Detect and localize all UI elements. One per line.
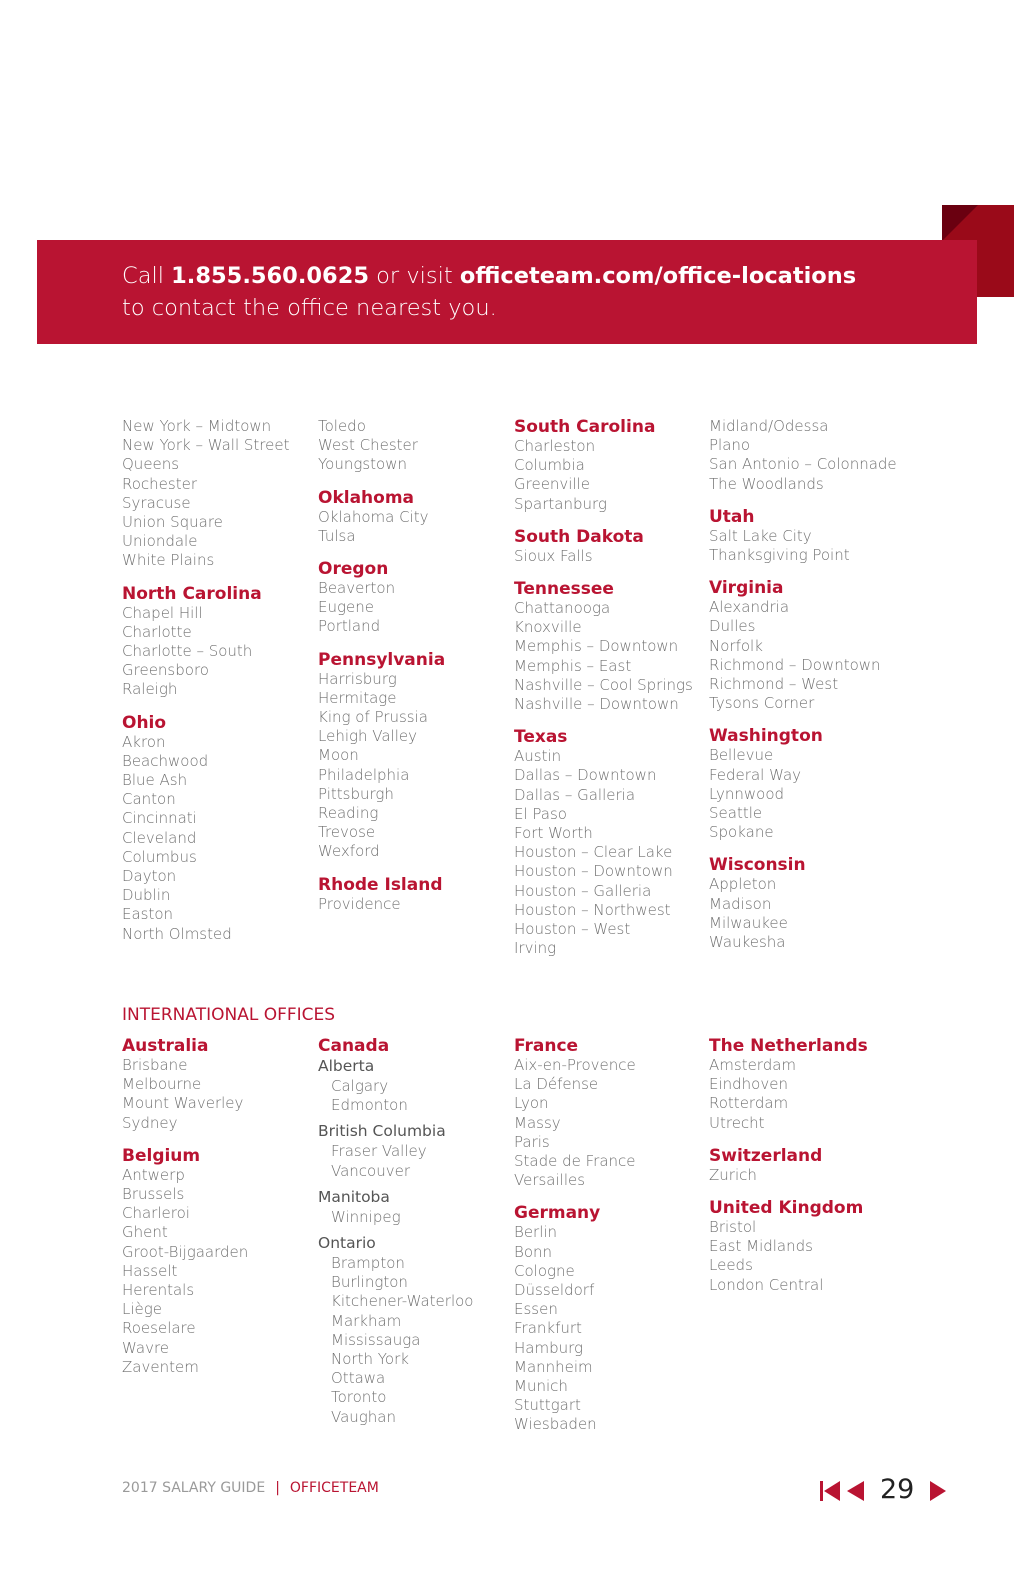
office-city: Trevose xyxy=(318,823,376,842)
region-heading: The Netherlands xyxy=(709,1036,868,1056)
office-city: Bellevue xyxy=(709,746,774,765)
province-heading: Manitoba xyxy=(318,1187,390,1206)
office-city: Dublin xyxy=(122,886,171,905)
office-city: Salt Lake City xyxy=(709,526,812,545)
office-city: Antwerp xyxy=(122,1165,185,1184)
banner-text xyxy=(122,260,856,324)
office-city: Youngstown xyxy=(318,455,408,474)
office-city: Waukesha xyxy=(709,933,786,952)
office-city: Dallas – Galleria xyxy=(514,785,636,804)
office-city: Rochester xyxy=(122,474,197,493)
footer-separator: | xyxy=(275,1480,280,1496)
region-heading: France xyxy=(514,1036,579,1056)
office-city: Greensboro xyxy=(122,661,209,680)
office-city: Amsterdam xyxy=(709,1056,797,1074)
office-city: Easton xyxy=(122,905,174,924)
us-locations-column-3 xyxy=(514,417,709,958)
office-city: New York – Midtown xyxy=(122,417,272,435)
office-city: Charlotte – South xyxy=(122,642,253,661)
region-heading: Belgium xyxy=(122,1145,201,1166)
office-city: Lehigh Valley xyxy=(318,727,418,746)
office-city: Memphis – Downtown xyxy=(514,637,679,656)
office-city: Knoxville xyxy=(514,618,582,637)
office-city: Chattanooga xyxy=(514,599,611,618)
region-heading: Utah xyxy=(709,506,755,527)
office-city: Moon xyxy=(318,746,359,765)
office-city: Irving xyxy=(514,939,557,958)
office-city: Massy xyxy=(514,1113,561,1132)
intl-locations-column-3 xyxy=(514,1036,709,1435)
office-city: Plano xyxy=(709,436,751,455)
office-city: Düsseldorf xyxy=(514,1281,595,1300)
international-offices-heading: INTERNATIONAL OFFICES xyxy=(122,1005,336,1025)
office-city: San Antonio – Colonnade xyxy=(709,455,897,474)
office-city: Harrisburg xyxy=(318,669,397,688)
office-city: Rotterdam xyxy=(709,1094,789,1113)
us-locations-column-1 xyxy=(122,417,317,944)
office-city: Houston – Clear Lake xyxy=(514,843,673,862)
intl-locations-column-1 xyxy=(122,1036,317,1377)
intl-locations-column-2 xyxy=(318,1036,513,1427)
office-city: La Défense xyxy=(514,1075,599,1094)
office-city: Brussels xyxy=(122,1185,185,1204)
office-city: Sioux Falls xyxy=(514,546,593,565)
office-city: Dallas – Downtown xyxy=(514,766,657,785)
office-city: Wiesbaden xyxy=(514,1415,597,1434)
office-city: Philadelphia xyxy=(318,765,410,784)
office-city: Aix-en-Provence xyxy=(514,1056,636,1074)
us-locations-column-2 xyxy=(318,417,513,914)
office-city: Zaventem xyxy=(122,1357,199,1376)
region-heading: Oregon xyxy=(318,559,389,580)
intl-locations-column-4 xyxy=(709,1036,904,1295)
banner-url-link[interactable]: officeteam.com/office-locations xyxy=(459,263,857,289)
office-city: Zurich xyxy=(709,1165,757,1184)
office-city: Kitchener-Waterloo xyxy=(331,1292,474,1311)
office-city: Bristol xyxy=(709,1218,757,1237)
office-city: Midland/Odessa xyxy=(709,417,829,435)
office-city: Charlotte xyxy=(122,622,192,641)
office-city: Utrecht xyxy=(709,1113,765,1132)
office-city: Versailles xyxy=(514,1171,586,1190)
office-city: Roeselare xyxy=(122,1319,196,1338)
office-city: Liège xyxy=(122,1300,162,1319)
province-heading: Ontario xyxy=(318,1234,376,1253)
office-city: Houston – Downtown xyxy=(514,862,673,881)
office-city: Akron xyxy=(122,732,166,751)
office-city: Austin xyxy=(514,747,562,766)
region-heading: South Carolina xyxy=(514,417,656,437)
office-city: Houston – Galleria xyxy=(514,881,652,900)
office-city: Brisbane xyxy=(122,1056,188,1074)
page-number: 29 xyxy=(880,1474,915,1505)
region-heading: Pennsylvania xyxy=(318,649,446,670)
office-city: Fraser Valley xyxy=(331,1142,427,1161)
office-city: Edmonton xyxy=(331,1096,408,1115)
region-heading: Germany xyxy=(514,1203,601,1224)
office-city: Vancouver xyxy=(331,1161,410,1180)
office-city: Ghent xyxy=(122,1223,168,1242)
banner-line2: to contact the office nearest you. xyxy=(122,295,497,321)
office-city: Eugene xyxy=(318,598,374,617)
region-heading: North Carolina xyxy=(122,583,262,604)
office-city: Herentals xyxy=(122,1281,195,1300)
office-city: Greenville xyxy=(514,475,591,494)
region-heading: Canada xyxy=(318,1036,390,1056)
office-city: Providence xyxy=(318,894,401,913)
office-city: Brampton xyxy=(331,1254,405,1273)
region-heading: Washington xyxy=(709,726,823,747)
footer-guide-title: 2017 SALARY GUIDE xyxy=(122,1480,266,1496)
office-city: White Plains xyxy=(122,551,215,570)
office-city: Queens xyxy=(122,455,180,474)
office-city: Columbia xyxy=(514,456,585,475)
office-city: Mannheim xyxy=(514,1357,593,1376)
office-city: Richmond – West xyxy=(709,675,839,694)
office-city: The Woodlands xyxy=(709,474,824,493)
office-city: Bonn xyxy=(514,1242,553,1261)
office-city: Houston – Northwest xyxy=(514,900,671,919)
office-city: North York xyxy=(331,1350,409,1369)
office-city: West Chester xyxy=(318,436,418,455)
office-city: Oklahoma City xyxy=(318,507,429,526)
office-city: Federal Way xyxy=(709,765,802,784)
office-city: Seattle xyxy=(709,804,763,823)
region-heading: Australia xyxy=(122,1036,209,1056)
region-heading: Wisconsin xyxy=(709,855,806,876)
region-heading: Ohio xyxy=(122,712,167,733)
office-city: Leeds xyxy=(709,1256,753,1275)
office-city: Cincinnati xyxy=(122,809,197,828)
office-city: Frankfurt xyxy=(514,1319,582,1338)
office-city: Union Square xyxy=(122,513,223,532)
office-city: Charleston xyxy=(514,437,596,455)
previous-page-icon[interactable] xyxy=(847,1481,864,1501)
region-heading: South Dakota xyxy=(514,526,644,547)
office-city: East Midlands xyxy=(709,1237,813,1256)
office-city: Dayton xyxy=(122,867,177,886)
office-city: Lyon xyxy=(514,1094,549,1113)
office-city: Madison xyxy=(709,894,772,913)
office-city: Groot-Bijgaarden xyxy=(122,1242,249,1261)
office-city: Alexandria xyxy=(709,598,790,617)
office-city: Essen xyxy=(514,1300,558,1319)
office-city: Chapel Hill xyxy=(122,603,203,622)
office-city: North Olmsted xyxy=(122,924,232,943)
region-heading: Texas xyxy=(514,727,568,748)
office-city: Syracuse xyxy=(122,493,191,512)
office-city: Fort Worth xyxy=(514,824,593,843)
contact-banner xyxy=(37,240,977,344)
office-city: Winnipeg xyxy=(331,1207,401,1226)
page-nav-back xyxy=(818,1476,866,1506)
office-city: Milwaukee xyxy=(709,913,788,932)
office-city: Houston – West xyxy=(514,920,631,939)
office-city: New York – Wall Street xyxy=(122,436,290,455)
office-city: Stade de France xyxy=(514,1152,636,1171)
office-city: Raleigh xyxy=(122,680,178,699)
office-city: Toledo xyxy=(318,417,366,435)
office-city: Canton xyxy=(122,790,176,809)
office-city: Sydney xyxy=(122,1113,178,1132)
province-heading: British Columbia xyxy=(318,1122,446,1141)
office-city: Spokane xyxy=(709,823,774,842)
office-city: Calgary xyxy=(331,1077,389,1095)
office-city: Memphis – East xyxy=(514,656,632,675)
office-city: Pittsburgh xyxy=(318,784,394,803)
office-city: Tulsa xyxy=(318,526,356,545)
region-heading: United Kingdom xyxy=(709,1198,864,1219)
office-city: Hamburg xyxy=(514,1338,584,1357)
region-heading: Switzerland xyxy=(709,1145,823,1166)
office-city: Thanksgiving Point xyxy=(709,546,850,565)
office-city: Wexford xyxy=(318,842,380,861)
office-city: Beaverton xyxy=(318,579,396,598)
office-city: Mississauga xyxy=(331,1330,421,1349)
office-city: Mount Waverley xyxy=(122,1094,244,1113)
office-city: Toronto xyxy=(331,1388,387,1407)
office-city: Cleveland xyxy=(122,828,197,847)
office-city: Charleroi xyxy=(122,1204,190,1223)
office-city: London Central xyxy=(709,1275,824,1294)
office-city: Norfolk xyxy=(709,636,763,655)
office-city: Burlington xyxy=(331,1273,408,1292)
office-city: Nashville – Downtown xyxy=(514,695,679,714)
banner-or-visit: or visit xyxy=(369,263,460,289)
office-city: Appleton xyxy=(709,875,777,894)
office-city: Richmond – Downtown xyxy=(709,655,881,674)
office-city: Portland xyxy=(318,617,381,636)
office-city: Ottawa xyxy=(331,1369,386,1388)
office-city: Columbus xyxy=(122,847,197,866)
office-city: Munich xyxy=(514,1377,568,1396)
office-city: Blue Ash xyxy=(122,771,188,790)
next-page-icon[interactable] xyxy=(928,1479,948,1503)
office-city: Tysons Corner xyxy=(709,694,815,713)
banner-call: Call xyxy=(122,263,172,289)
office-city: Reading xyxy=(318,804,379,823)
office-city: Stuttgart xyxy=(514,1396,581,1415)
office-city: Dulles xyxy=(709,617,756,636)
province-heading: Alberta xyxy=(318,1057,375,1075)
footer xyxy=(122,1480,379,1496)
region-heading: Tennessee xyxy=(514,579,614,600)
office-city: Hasselt xyxy=(122,1261,178,1280)
footer-brand: OFFICETEAM xyxy=(289,1480,379,1496)
office-city: Spartanburg xyxy=(514,494,607,513)
first-page-icon[interactable] xyxy=(820,1481,840,1501)
office-city: Wavre xyxy=(122,1338,170,1357)
banner-phone[interactable]: 1.855.560.0625 xyxy=(171,263,370,289)
region-heading: Virginia xyxy=(709,578,784,599)
office-city: Uniondale xyxy=(122,532,198,551)
office-city: El Paso xyxy=(514,804,567,823)
office-city: King of Prussia xyxy=(318,708,428,727)
office-city: Hermitage xyxy=(318,688,397,707)
office-city: Nashville – Cool Springs xyxy=(514,675,693,694)
office-city: Melbourne xyxy=(122,1075,202,1094)
office-city: Markham xyxy=(331,1311,402,1330)
office-city: Paris xyxy=(514,1132,550,1151)
region-heading: Oklahoma xyxy=(318,487,415,508)
office-city: Beachwood xyxy=(122,751,209,770)
office-city: Cologne xyxy=(514,1261,575,1280)
office-city: Vaughan xyxy=(331,1407,397,1426)
office-city: Eindhoven xyxy=(709,1075,788,1094)
office-city: Lynnwood xyxy=(709,784,785,803)
us-locations-column-4 xyxy=(709,417,904,952)
office-city: Berlin xyxy=(514,1223,558,1242)
region-heading: Rhode Island xyxy=(318,874,443,895)
